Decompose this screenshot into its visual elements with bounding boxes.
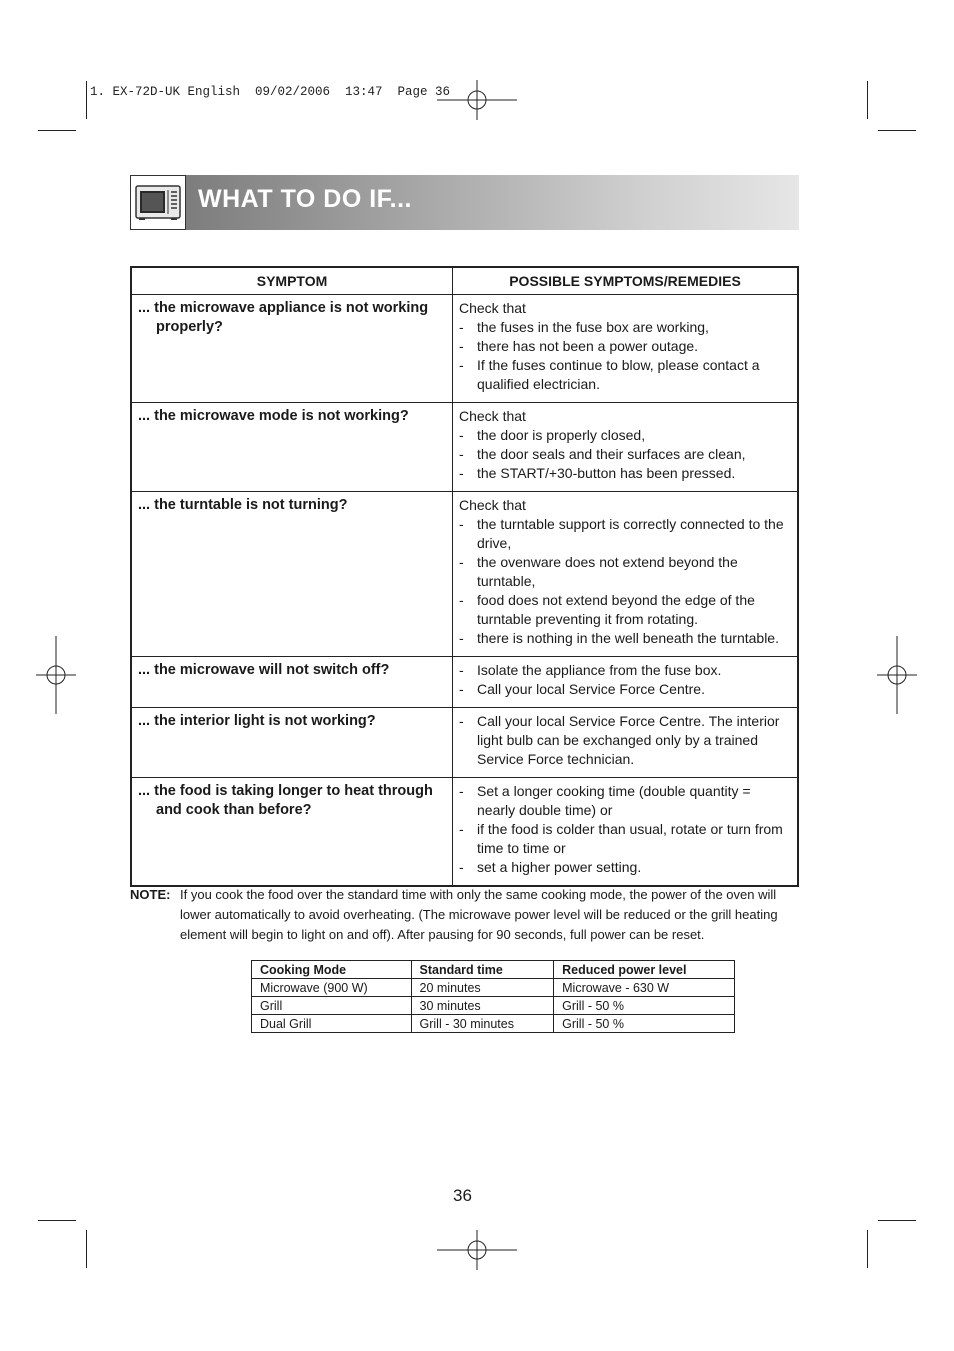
table-cell: Grill - 30 minutes <box>411 1015 554 1033</box>
crop-mark <box>878 1220 916 1221</box>
table-row <box>131 778 798 887</box>
remedy-item: - food does not extend beyond the edge of the turntable preventing it from rotating. <box>459 591 791 629</box>
table-cell: Microwave (900 W) <box>252 979 412 997</box>
symptom-cell <box>131 708 453 778</box>
table-row <box>131 708 798 778</box>
table-row <box>131 657 798 708</box>
remedy-item: - Call your local Service Force Centre. The interior light bulb can be exchanged only by a trained Service Force technician. <box>459 712 791 769</box>
remedy-item: - the door is properly closed, <box>459 426 791 445</box>
remedy-item: - the ovenware does not extend beyond the turntable, <box>459 553 791 591</box>
remedy-item: - the START/+30-button has been pressed. <box>459 464 791 483</box>
remedy-cell <box>453 778 799 887</box>
table-cell: Grill <box>252 997 412 1015</box>
crop-mark <box>867 81 868 119</box>
remedy-item: - if the food is colder than usual, rotate or turn from time to time or <box>459 820 791 858</box>
remedy-cell <box>453 492 799 657</box>
remedy-item: - there has not been a power outage. <box>459 337 791 356</box>
remedy-item: - set a higher power setting. <box>459 858 791 877</box>
page-number: 36 <box>453 1186 472 1205</box>
remedy-intro: Check that <box>459 497 526 513</box>
crop-mark <box>867 1230 868 1268</box>
remedy-item: - there is nothing in the well beneath the turntable. <box>459 629 791 648</box>
table-cell: Grill - 50 % <box>554 1015 735 1033</box>
crop-mark <box>38 130 76 131</box>
registration-mark-icon <box>437 80 517 120</box>
column-header-symptom: SYMPTOM <box>131 267 453 295</box>
remedy-item: - Call your local Service Force Centre. <box>459 680 791 699</box>
column-header-remedies: POSSIBLE SYMPTOMS/REMEDIES <box>453 267 799 295</box>
section-header <box>130 175 799 230</box>
page-title: WHAT TO DO IF... <box>198 185 413 213</box>
table-header-row <box>252 961 735 979</box>
remedy-cell <box>453 295 799 403</box>
note-block <box>130 885 800 945</box>
remedy-item: - Isolate the appliance from the fuse box. <box>459 661 791 680</box>
table-cell: Grill - 50 % <box>554 997 735 1015</box>
table-row <box>252 979 735 997</box>
registration-mark-icon <box>437 1230 517 1270</box>
crop-mark <box>878 130 916 131</box>
crop-mark <box>38 1220 76 1221</box>
symptom-text: ... the turntable is not turning? <box>138 497 348 513</box>
print-slug: 1. EX-72D-UK English 09/02/2006 13:47 Page 36 <box>90 85 451 99</box>
remedy-intro: Check that <box>459 300 526 316</box>
symptom-text: ... the microwave will not switch off? <box>138 662 390 678</box>
remedy-item: - the turntable support is correctly connected to the drive, <box>459 515 791 553</box>
registration-mark-icon <box>877 636 917 714</box>
column-header-cooking-mode: Cooking Mode <box>252 961 412 979</box>
remedy-item: - the fuses in the fuse box are working, <box>459 318 791 337</box>
microwave-icon <box>131 176 185 229</box>
table-cell: 20 minutes <box>411 979 554 997</box>
remedy-item: - the door seals and their surfaces are clean, <box>459 445 791 464</box>
remedy-cell <box>453 657 799 708</box>
cooking-mode-table <box>251 960 735 1033</box>
table-cell: Microwave - 630 W <box>554 979 735 997</box>
table-row <box>131 492 798 657</box>
column-header-reduced-power: Reduced power level <box>554 961 735 979</box>
table-row <box>131 403 798 492</box>
note-text: If you cook the food over the standard time with only the same cooking mode, the power of the oven will lower automatically to avoid overheating. (The microwave power level will be reduced or the grill heating element will begin to light on and off). After pausing for 90 seconds, full power can be reset. <box>180 887 778 942</box>
symptom-cell <box>131 403 453 492</box>
remedy-cell <box>453 708 799 778</box>
crop-mark <box>86 81 87 119</box>
table-cell: 30 minutes <box>411 997 554 1015</box>
column-header-standard-time: Standard time <box>411 961 554 979</box>
registration-mark-icon <box>36 636 76 714</box>
symptom-cell <box>131 295 453 403</box>
symptom-cell <box>131 778 453 887</box>
symptom-cell <box>131 657 453 708</box>
remedy-cell <box>453 403 799 492</box>
note-label: NOTE: <box>130 887 171 902</box>
symptom-text: ... the interior light is not working? <box>138 713 376 729</box>
header-icon-box <box>130 175 186 230</box>
remedy-item: - Set a longer cooking time (double quantity = nearly double time) or <box>459 782 791 820</box>
table-row <box>131 295 798 403</box>
table-row <box>252 997 735 1015</box>
table-row <box>252 1015 735 1033</box>
symptom-text: ... the food is taking longer to heat through and cook than before? <box>138 783 433 818</box>
symptom-text: ... the microwave appliance is not working properly? <box>138 300 429 335</box>
table-header-row <box>131 267 798 295</box>
remedy-item: - If the fuses continue to blow, please contact a qualified electrician. <box>459 356 791 394</box>
crop-mark <box>86 1230 87 1268</box>
troubleshooting-table <box>130 266 799 887</box>
header-bar <box>186 175 799 230</box>
table-cell: Dual Grill <box>252 1015 412 1033</box>
symptom-cell <box>131 492 453 657</box>
symptom-text: ... the microwave mode is not working? <box>138 408 409 424</box>
remedy-intro: Check that <box>459 408 526 424</box>
